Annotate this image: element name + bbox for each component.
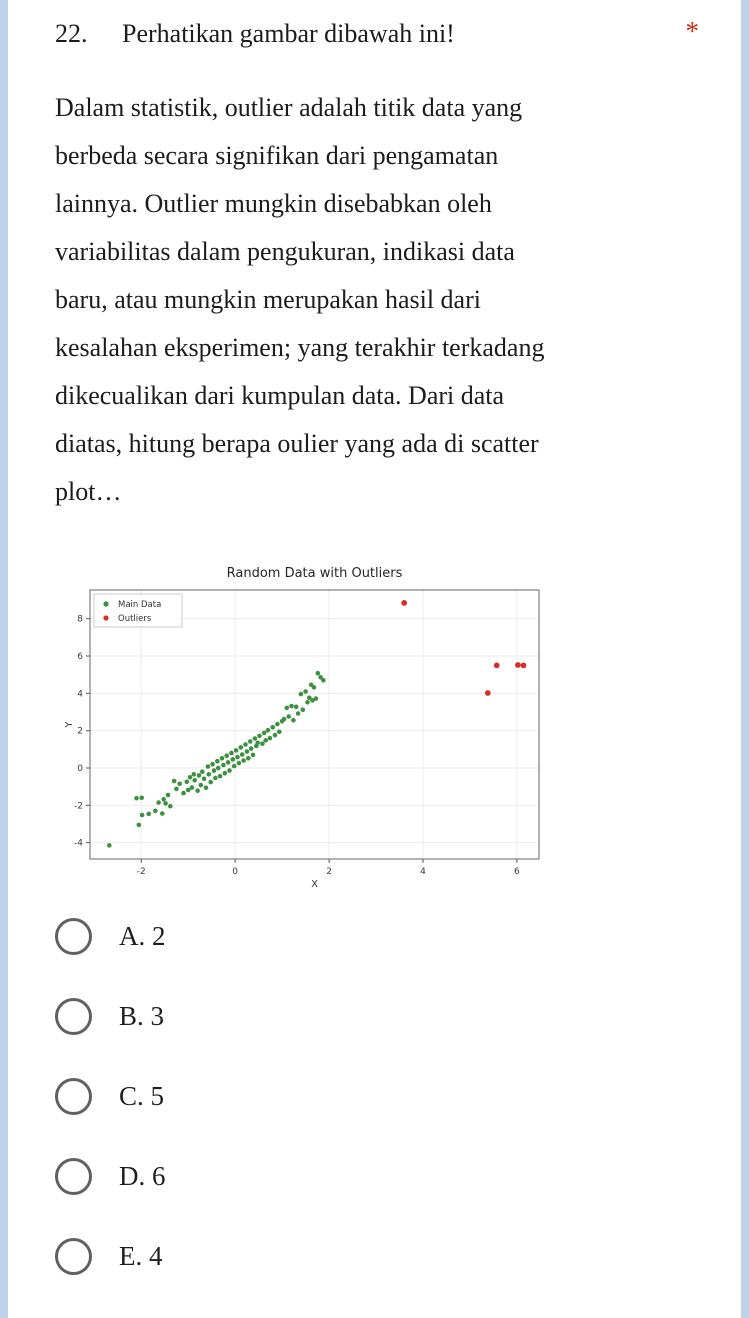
y-tick-label: 2 xyxy=(77,726,83,737)
legend-marker xyxy=(103,601,108,606)
main-data-point xyxy=(294,705,299,710)
body-line: lainnya. Outlier mungkin disebabkan oleh xyxy=(55,189,492,218)
option-e-radio[interactable] xyxy=(55,1238,92,1275)
main-data-point xyxy=(223,771,228,776)
option-row-a xyxy=(55,918,699,955)
main-data-point xyxy=(291,718,296,723)
required-asterisk: * xyxy=(685,16,699,46)
main-data-point xyxy=(249,746,254,751)
option-row-d xyxy=(55,1158,699,1195)
x-tick-label: 2 xyxy=(326,867,332,877)
main-data-point xyxy=(286,714,291,719)
body-line: plot… xyxy=(55,477,122,506)
main-data-point xyxy=(263,738,268,743)
question-header xyxy=(55,14,699,54)
main-data-point xyxy=(239,745,244,750)
x-tick-label: 4 xyxy=(420,867,426,877)
main-data-point xyxy=(268,736,273,741)
x-axis-label: X xyxy=(311,879,318,890)
question-title: Perhatikan gambar dibawah ini! xyxy=(122,19,455,48)
main-data-point xyxy=(181,791,186,796)
question-number: 22. xyxy=(55,19,88,48)
main-data-point xyxy=(275,722,280,727)
main-data-point xyxy=(243,742,248,747)
main-data-point xyxy=(248,739,253,744)
main-data-point xyxy=(226,760,231,765)
main-data-point xyxy=(202,777,207,782)
main-data-point xyxy=(241,758,246,763)
main-data-point xyxy=(273,733,278,738)
main-data-point xyxy=(266,728,271,733)
main-data-point xyxy=(153,809,158,814)
main-data-point xyxy=(208,780,213,785)
main-data-point xyxy=(204,785,209,790)
main-data-point xyxy=(235,755,240,760)
main-data-point xyxy=(321,678,326,683)
outlier-point xyxy=(485,690,491,696)
main-data-point xyxy=(166,793,171,798)
main-data-point xyxy=(220,756,225,761)
main-data-point xyxy=(146,812,151,817)
main-data-point xyxy=(213,776,218,781)
main-data-point xyxy=(246,756,251,761)
page-left-border xyxy=(0,0,8,1318)
option-row-b xyxy=(55,998,699,1035)
outlier-point xyxy=(521,663,527,669)
main-data-point xyxy=(312,685,317,690)
main-data-point xyxy=(160,811,165,816)
main-data-point xyxy=(177,782,182,787)
main-data-point xyxy=(140,813,145,818)
main-data-point xyxy=(232,764,237,769)
main-data-point xyxy=(185,780,190,785)
main-data-point xyxy=(224,753,229,758)
legend-marker xyxy=(103,615,108,620)
main-data-point xyxy=(172,779,177,784)
main-data-point xyxy=(314,696,319,701)
main-data-point xyxy=(257,734,262,739)
body-line: baru, atau mungkin merupakan hasil dari xyxy=(55,285,481,314)
option-b-radio[interactable] xyxy=(55,998,92,1035)
main-data-point xyxy=(134,796,139,801)
option-row-c xyxy=(55,1078,699,1115)
main-data-point xyxy=(237,761,242,766)
main-data-point xyxy=(210,762,215,767)
option-row-e xyxy=(55,1238,699,1275)
page-right-border xyxy=(741,0,749,1318)
main-data-point xyxy=(188,775,193,780)
legend-label: Outliers xyxy=(118,614,152,624)
main-data-point xyxy=(216,766,221,771)
y-tick-label: -4 xyxy=(74,838,83,849)
main-data-point xyxy=(207,772,212,777)
scatter-plot-svg xyxy=(60,558,560,890)
main-data-point xyxy=(190,785,195,790)
main-data-point xyxy=(255,741,260,746)
main-data-point xyxy=(262,731,267,736)
main-data-point xyxy=(218,774,223,779)
main-data-point xyxy=(301,708,306,713)
main-data-point xyxy=(174,787,179,792)
main-data-point xyxy=(240,752,245,757)
main-data-point xyxy=(234,748,239,753)
main-data-point xyxy=(299,692,304,697)
main-data-point xyxy=(206,764,211,769)
x-tick-label: 0 xyxy=(232,867,238,877)
main-data-point xyxy=(303,689,308,694)
main-data-point xyxy=(195,788,200,793)
y-tick-label: -2 xyxy=(74,801,83,812)
main-data-point xyxy=(260,741,265,746)
main-data-point xyxy=(296,711,301,716)
main-data-point xyxy=(289,704,294,709)
option-c-radio[interactable] xyxy=(55,1078,92,1115)
scatter-plot-figure xyxy=(60,558,560,890)
main-data-point xyxy=(139,796,144,801)
main-data-point xyxy=(192,778,197,783)
x-tick-label: 6 xyxy=(514,867,520,877)
main-data-point xyxy=(200,769,205,774)
y-tick-label: 8 xyxy=(77,614,83,625)
main-data-point xyxy=(229,751,234,756)
main-data-point xyxy=(285,706,290,711)
main-data-point xyxy=(245,749,250,754)
main-data-point xyxy=(212,768,217,773)
main-data-point xyxy=(161,797,166,802)
option-d-radio[interactable] xyxy=(55,1158,92,1195)
main-data-point xyxy=(231,757,236,762)
main-data-point xyxy=(316,671,321,676)
main-data-point xyxy=(199,783,204,788)
y-axis-label: Y xyxy=(64,721,75,728)
main-data-point xyxy=(305,700,310,705)
body-line: berbeda secara signifikan dari pengamatan xyxy=(55,141,499,170)
legend-label: Main Data xyxy=(118,600,162,610)
main-data-point xyxy=(277,730,282,735)
answer-options xyxy=(55,918,699,1275)
option-c-label[interactable]: C. 5 xyxy=(119,1081,165,1111)
main-data-point xyxy=(163,801,168,806)
body-line: dikecualikan dari kumpulan data. Dari data xyxy=(55,381,505,410)
main-data-point xyxy=(221,763,226,768)
outlier-point xyxy=(494,663,500,669)
option-a-label[interactable]: A. 2 xyxy=(119,921,166,951)
question-body xyxy=(55,84,699,516)
y-tick-label: 0 xyxy=(77,764,83,774)
main-data-point xyxy=(282,717,287,722)
body-line: diatas, hitung berapa oulier yang ada di scatter xyxy=(55,429,539,458)
main-data-point xyxy=(156,800,161,805)
outlier-point xyxy=(515,662,521,668)
option-a-radio[interactable] xyxy=(55,918,92,955)
main-data-point xyxy=(107,843,112,848)
outlier-point xyxy=(401,600,407,606)
option-d-label[interactable]: D. 6 xyxy=(119,1161,166,1191)
main-data-point xyxy=(137,823,142,828)
option-b-label[interactable]: B. 3 xyxy=(119,1001,165,1031)
body-line: kesalahan eksperimen; yang terakhir terkadang xyxy=(55,333,545,362)
main-data-point xyxy=(251,753,256,758)
main-data-point xyxy=(215,759,220,764)
option-e-label[interactable]: E. 4 xyxy=(119,1241,163,1271)
main-data-point xyxy=(227,768,232,773)
x-tick-label: -2 xyxy=(136,867,146,877)
y-tick-label: 6 xyxy=(77,652,83,662)
chart-title: Random Data with Outliers xyxy=(226,566,403,581)
body-line: variabilitas dalam pengukuran, indikasi data xyxy=(55,237,515,266)
main-data-point xyxy=(192,772,197,777)
main-data-point xyxy=(270,725,275,730)
plot-frame xyxy=(90,590,539,859)
main-data-point xyxy=(253,736,258,741)
body-line: Dalam statistik, outlier adalah titik data yang xyxy=(55,93,523,122)
main-data-point xyxy=(197,773,202,778)
main-data-point xyxy=(168,804,173,809)
y-tick-label: 4 xyxy=(77,689,83,700)
